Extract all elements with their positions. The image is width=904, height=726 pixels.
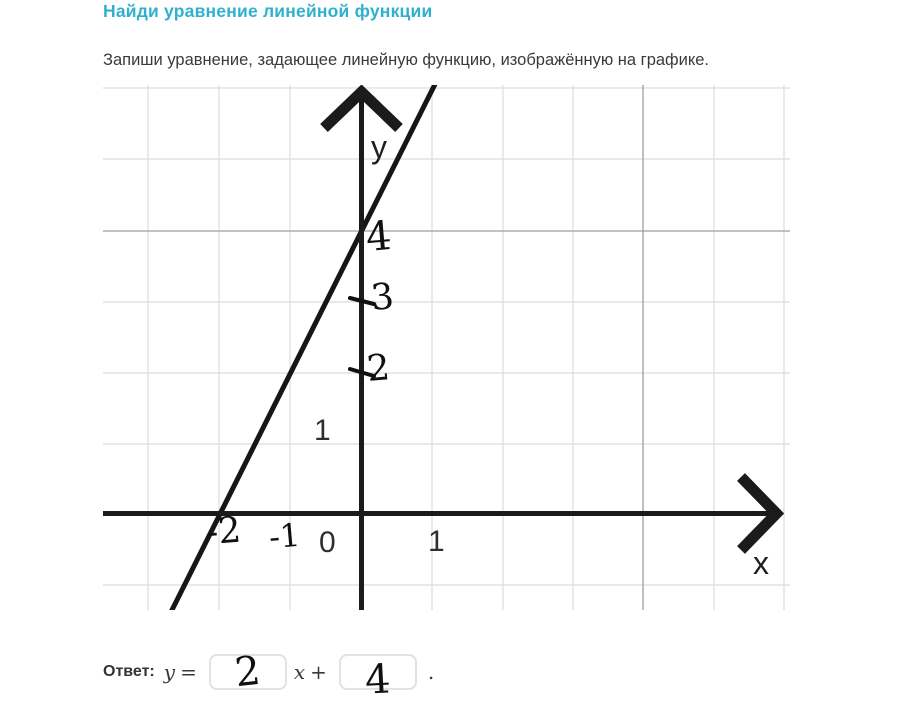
intercept-input-value: 4 <box>363 656 392 704</box>
handwritten-tick-label-3: 3 <box>369 276 396 319</box>
printed-tick-label-x1: 1 <box>428 525 445 558</box>
printed-tick-label-origin: 0 <box>319 526 336 559</box>
answer-label: Ответ: <box>103 663 155 680</box>
slope-input[interactable] <box>209 647 287 697</box>
y-axis-label: y <box>371 129 387 165</box>
task-instruction: Запиши уравнение, задающее линейную функцию, изображённую на графике. <box>103 51 710 69</box>
sentence-period: . <box>427 660 435 684</box>
handwritten-tick-label-2: 2 <box>365 347 392 390</box>
printed-tick-label-y1: 1 <box>314 414 331 447</box>
slope-input-value: 2 <box>232 647 263 697</box>
handwritten-tick-label-minus2: -2 <box>204 509 243 554</box>
intercept-input[interactable] <box>339 654 417 704</box>
page-title: Найди уравнение линейной функции <box>103 1 433 21</box>
equation-variable-x: x <box>293 660 306 684</box>
answer-row <box>103 647 436 704</box>
equation-variable-y: y <box>163 660 176 684</box>
axis-arrowheads <box>324 92 777 550</box>
function-graph <box>103 85 790 610</box>
x-axis-label: x <box>753 545 769 581</box>
handwritten-tick-label-minus1: -1 <box>267 515 302 557</box>
plus-sign: + <box>310 660 327 684</box>
handwritten-tick-label-4: 4 <box>364 212 394 262</box>
equals-sign: = <box>180 660 197 684</box>
